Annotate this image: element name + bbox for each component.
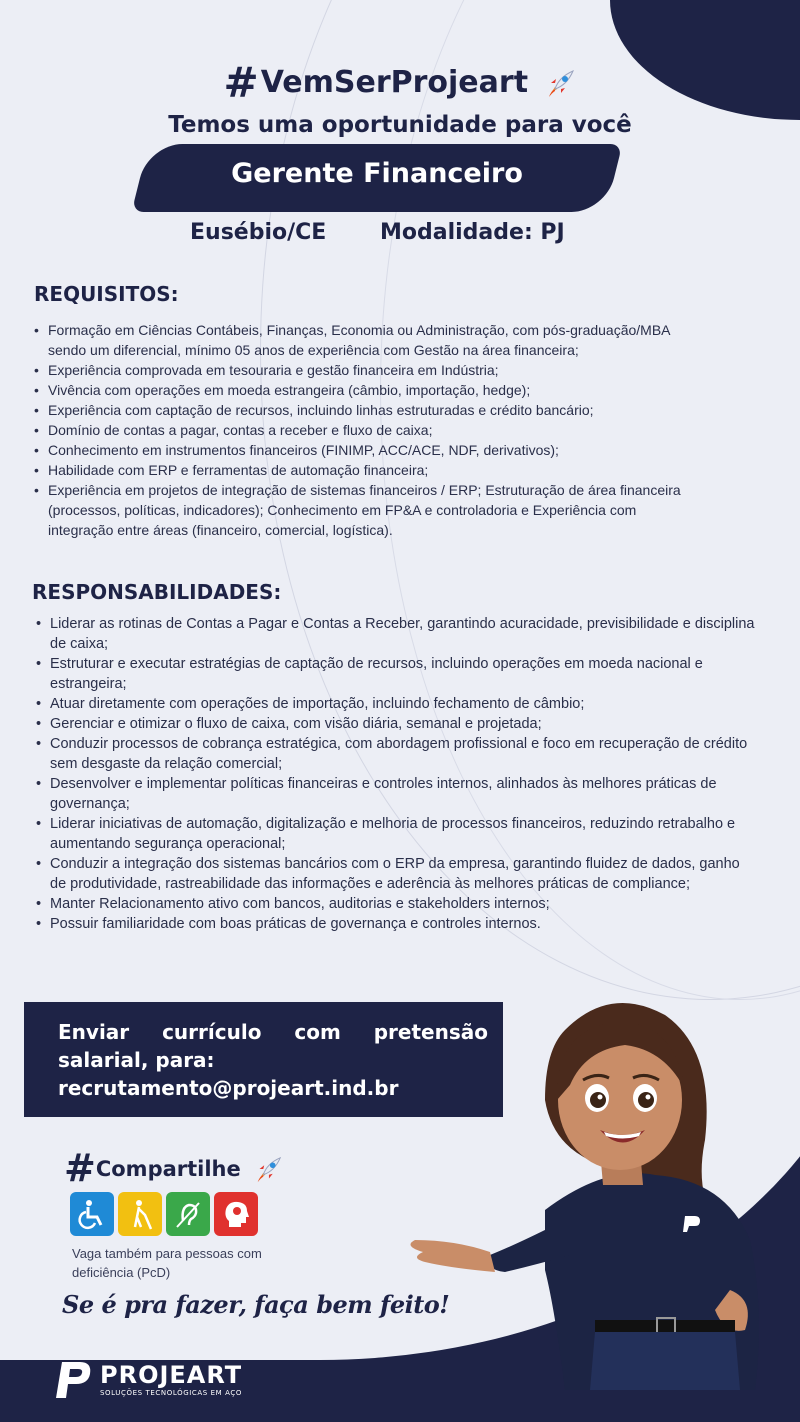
list-item: • Possuir familiaridade com boas práticas de governança e controles internos. (36, 914, 756, 934)
woman-illustration (395, 990, 795, 1390)
cta-word: pretensão (373, 1020, 488, 1044)
projeart-logo (54, 1360, 242, 1400)
hashtag-title (0, 58, 800, 107)
responsabilidades-title: RESPONSABILIDADES: (32, 580, 282, 604)
hashtag-text: VemSerProjeart (260, 65, 529, 100)
list-item: • Formação em Ciências Contábeis, Finanças, Economia ou Administração, com pós-graduação/MBA sendo um diferencial, mínimo 05 anos de experiência com Gestão na área financeira; (34, 320, 700, 360)
requisitos-list (34, 320, 700, 540)
visual-impairment-icon (118, 1192, 162, 1236)
subtitle: Temos uma oportunidade para você (168, 112, 632, 138)
responsabilidades-list (36, 614, 756, 934)
cta-text-line-2: salarial, para: (58, 1048, 215, 1072)
projeart-logo-icon (54, 1360, 94, 1400)
list-item: • Desenvolver e implementar políticas financeiras e controles internos, alinhados às melhores práticas de governança; (36, 774, 756, 814)
share-hashtag (64, 1146, 284, 1190)
cta-word: Enviar (58, 1020, 130, 1044)
brand-tagline: SOLUÇÕES TECNOLÓGICAS EM AÇO (100, 1389, 242, 1397)
list-item: • Atuar diretamente com operações de importação, incluindo fechamento de câmbio; (36, 694, 756, 714)
list-item: • Experiência em projetos de integração de sistemas financeiros / ERP; Estruturação de área financeira (processos, políticas, indicadores); Conhecimento em FP&A e controladoria e Experiência com integração entre áreas (financeiro, comercial, logística). (34, 480, 700, 540)
accessibility-icons (70, 1192, 258, 1236)
share-hashtag-text: Compartilhe (95, 1157, 241, 1181)
rocket-icon (543, 67, 577, 101)
intellectual-disability-icon (214, 1192, 258, 1236)
cta-word: com (294, 1020, 341, 1044)
hash-symbol: # (64, 1146, 96, 1190)
list-item: • Conduzir processos de cobrança estratégica, com abordagem profissional e foco em recuperação de crédito sem desgaste da relação comercial; (36, 734, 756, 774)
brand-name: PROJEART (100, 1361, 243, 1389)
cta-email-link[interactable]: recrutamento@projeart.ind.br (58, 1076, 399, 1100)
rocket-icon (252, 1154, 284, 1186)
job-location: Eusébio/CE (190, 220, 327, 245)
list-item: • Habilidade com ERP e ferramentas de automação financeira; (34, 460, 700, 480)
list-item: • Vivência com operações em moeda estrangeira (câmbio, importação, hedge); (34, 380, 700, 400)
list-item: • Experiência comprovada em tesouraria e gestão financeira em Indústria; (34, 360, 700, 380)
requisitos-title: REQUISITOS: (34, 282, 179, 306)
list-item: • Manter Relacionamento ativo com bancos, auditorias e stakeholders internos; (36, 894, 756, 914)
list-item: • Conduzir a integração dos sistemas bancários com o ERP da empresa, garantindo fluidez de dados, ganho de produtividade, rastreabilidade das informações e aderência às melhores práticas de compliance; (36, 854, 756, 894)
list-item: • Estruturar e executar estratégias de captação de recursos, incluindo operações em moeda nacional e estrangeira; (36, 654, 756, 694)
pcd-text: Vaga também para pessoas com deficiência (PcD) (72, 1246, 262, 1280)
job-modality: Modalidade: PJ (380, 220, 565, 245)
job-title: Gerente Financeiro (231, 158, 523, 189)
hash-symbol: # (223, 58, 259, 107)
cta-word: currículo (162, 1020, 262, 1044)
list-item: • Gerenciar e otimizar o fluxo de caixa, com visão diária, semanal e projetada; (36, 714, 756, 734)
list-item: • Conhecimento em instrumentos financeiros (FINIMP, ACC/ACE, NDF, derivativos); (34, 440, 700, 460)
hearing-impairment-icon (166, 1192, 210, 1236)
wheelchair-icon (70, 1192, 114, 1236)
list-item: • Experiência com captação de recursos, incluindo linhas estruturadas e crédito bancário; (34, 400, 700, 420)
list-item: • Liderar iniciativas de automação, digitalização e melhoria de processos financeiros, reduzindo retrabalho e aumentando segurança operacional; (36, 814, 756, 854)
list-item: • Liderar as rotinas de Contas a Pagar e Contas a Receber, garantindo acuracidade, previsibilidade e disciplina de caixa; (36, 614, 756, 654)
slogan: Se é pra fazer, faça bem feito! (62, 1290, 450, 1319)
list-item: • Domínio de contas a pagar, contas a receber e fluxo de caixa; (34, 420, 700, 440)
